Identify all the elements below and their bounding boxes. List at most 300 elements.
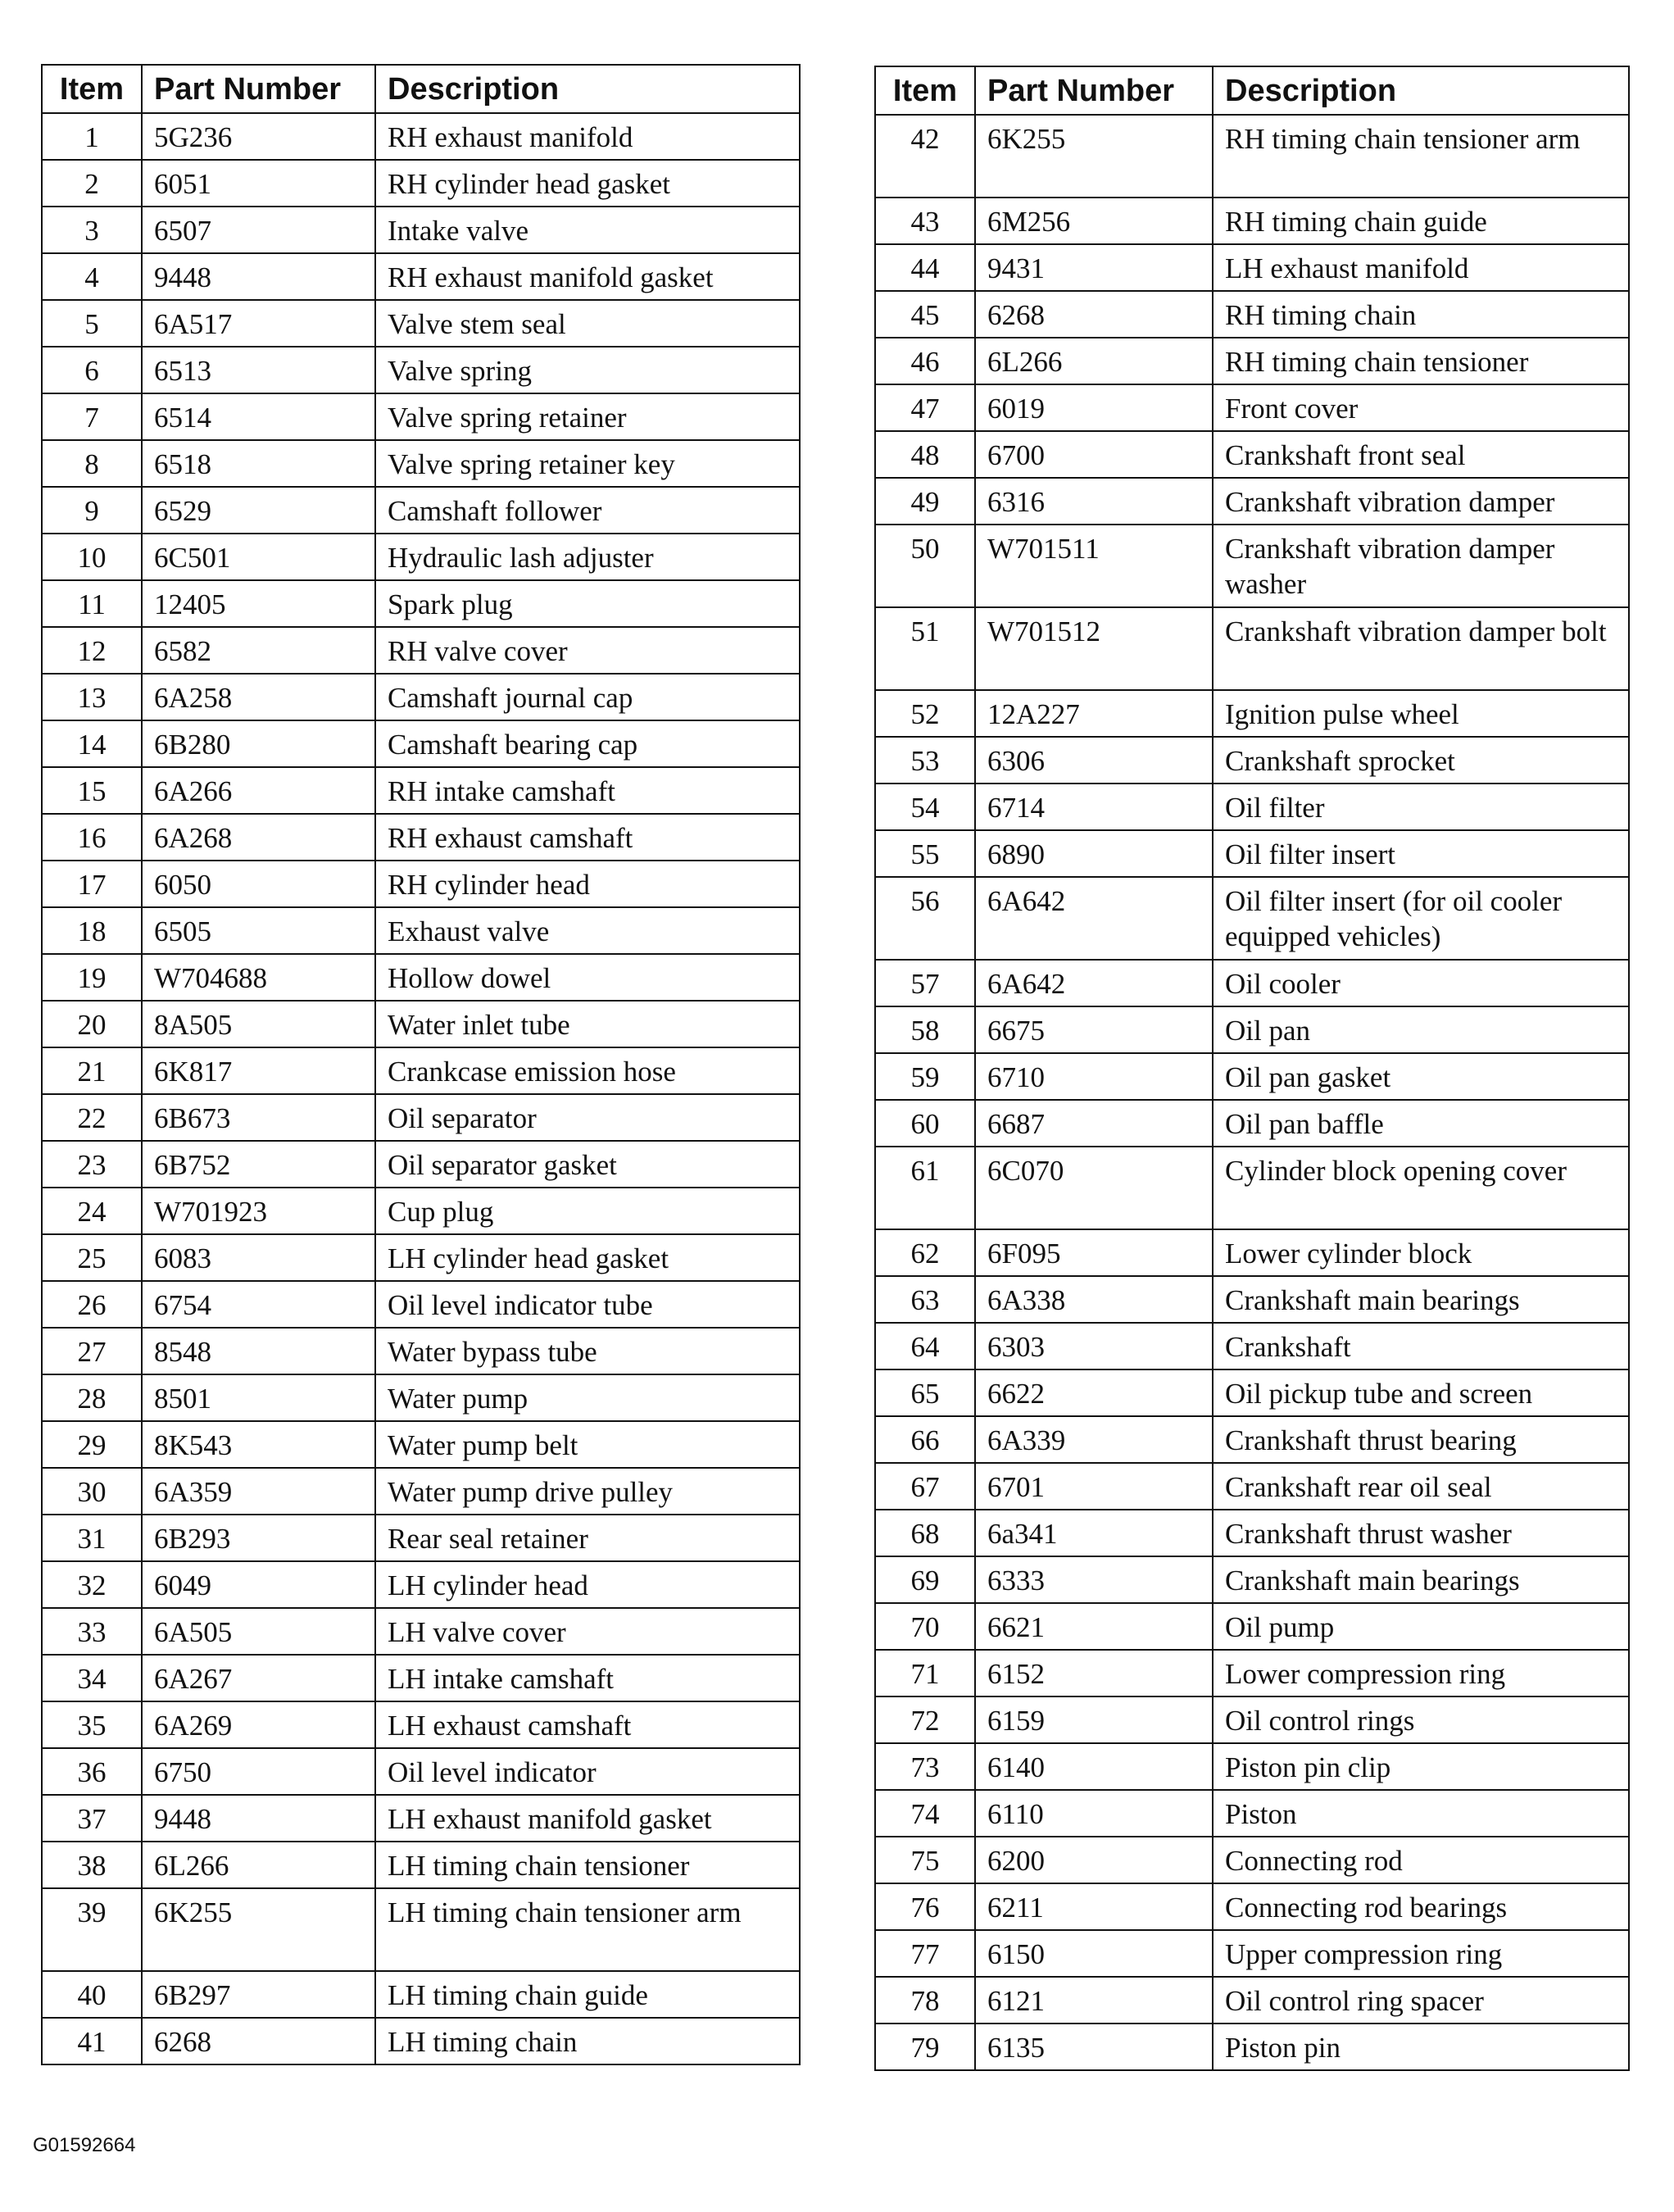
description-cell: Piston pin clip xyxy=(1213,1743,1629,1790)
table-row xyxy=(42,1468,800,1515)
item-cell: 30 xyxy=(42,1468,142,1515)
part-number-cell: 6K817 xyxy=(142,1047,375,1094)
table-row xyxy=(42,393,800,440)
part-number-cell: 6A267 xyxy=(142,1655,375,1701)
item-cell: 18 xyxy=(42,907,142,954)
table-row xyxy=(875,1556,1629,1603)
description-cell: LH intake camshaft xyxy=(375,1655,800,1701)
item-cell: 72 xyxy=(875,1696,975,1743)
description-cell: RH valve cover xyxy=(375,627,800,674)
item-cell: 54 xyxy=(875,784,975,830)
table-row xyxy=(875,1369,1629,1416)
item-cell: 55 xyxy=(875,830,975,877)
item-cell: 47 xyxy=(875,384,975,431)
item-cell: 2 xyxy=(42,160,142,207)
item-cell: 23 xyxy=(42,1141,142,1188)
table-row xyxy=(42,1328,800,1374)
item-cell: 71 xyxy=(875,1650,975,1696)
item-cell: 70 xyxy=(875,1603,975,1650)
table-row xyxy=(42,1094,800,1141)
part-number-cell: 6A642 xyxy=(975,877,1213,960)
table-row xyxy=(875,1510,1629,1556)
part-number-cell: 6M256 xyxy=(975,198,1213,244)
item-cell: 48 xyxy=(875,431,975,478)
item-cell: 62 xyxy=(875,1229,975,1276)
part-number-cell: 6A517 xyxy=(142,300,375,347)
table-row xyxy=(875,198,1629,244)
description-cell: RH timing chain tensioner arm xyxy=(1213,115,1629,198)
part-number-cell: 6a341 xyxy=(975,1510,1213,1556)
parts-table-right-body xyxy=(875,115,1629,2070)
description-cell: LH timing chain tensioner arm xyxy=(375,1888,800,1971)
part-number-cell: 9448 xyxy=(142,1795,375,1842)
item-cell: 60 xyxy=(875,1100,975,1147)
part-number-cell: 6152 xyxy=(975,1650,1213,1696)
description-cell: Crankshaft thrust washer xyxy=(1213,1510,1629,1556)
part-number-cell: 6A258 xyxy=(142,674,375,720)
description-cell: Oil pickup tube and screen xyxy=(1213,1369,1629,1416)
item-cell: 27 xyxy=(42,1328,142,1374)
table-row xyxy=(875,115,1629,198)
item-cell: 78 xyxy=(875,1977,975,2024)
description-cell: LH valve cover xyxy=(375,1608,800,1655)
part-number-cell: 6622 xyxy=(975,1369,1213,1416)
item-cell: 7 xyxy=(42,393,142,440)
description-cell: Water bypass tube xyxy=(375,1328,800,1374)
table-row xyxy=(42,1701,800,1748)
part-number-cell: W701511 xyxy=(975,525,1213,607)
description-cell: Camshaft bearing cap xyxy=(375,720,800,767)
item-cell: 14 xyxy=(42,720,142,767)
table-row xyxy=(42,814,800,861)
table-row xyxy=(875,1276,1629,1323)
item-cell: 69 xyxy=(875,1556,975,1603)
description-cell: RH cylinder head gasket xyxy=(375,160,800,207)
description-cell: Crankshaft main bearings xyxy=(1213,1276,1629,1323)
description-cell: Oil level indicator tube xyxy=(375,1281,800,1328)
description-cell: Water pump belt xyxy=(375,1421,800,1468)
item-cell: 17 xyxy=(42,861,142,907)
part-number-cell: 6121 xyxy=(975,1977,1213,2024)
table-row xyxy=(42,347,800,393)
table-row xyxy=(875,1930,1629,1977)
description-cell: Crankshaft main bearings xyxy=(1213,1556,1629,1603)
part-number-cell: 9431 xyxy=(975,244,1213,291)
description-cell: RH exhaust camshaft xyxy=(375,814,800,861)
item-cell: 46 xyxy=(875,338,975,384)
part-number-cell: 6B752 xyxy=(142,1141,375,1188)
item-cell: 63 xyxy=(875,1276,975,1323)
description-cell: Rear seal retainer xyxy=(375,1515,800,1561)
description-cell: Crankshaft thrust bearing xyxy=(1213,1416,1629,1463)
table-row xyxy=(875,960,1629,1006)
table-row xyxy=(42,1971,800,2018)
item-cell: 6 xyxy=(42,347,142,393)
table-row xyxy=(875,525,1629,607)
table-row xyxy=(875,1229,1629,1276)
part-number-cell: 6505 xyxy=(142,907,375,954)
description-cell: Front cover xyxy=(1213,384,1629,431)
description-cell: Oil filter xyxy=(1213,784,1629,830)
parts-table-left xyxy=(41,64,801,2065)
description-cell: Ignition pulse wheel xyxy=(1213,690,1629,737)
table-row xyxy=(875,1416,1629,1463)
part-number-cell: 6A266 xyxy=(142,767,375,814)
item-cell: 68 xyxy=(875,1510,975,1556)
table-row xyxy=(42,113,800,160)
description-cell: Water pump drive pulley xyxy=(375,1468,800,1515)
item-cell: 40 xyxy=(42,1971,142,2018)
description-cell: Upper compression ring xyxy=(1213,1930,1629,1977)
item-cell: 37 xyxy=(42,1795,142,1842)
description-cell: Oil separator gasket xyxy=(375,1141,800,1188)
part-number-cell: 6701 xyxy=(975,1463,1213,1510)
table-row xyxy=(42,253,800,300)
description-cell: Piston pin xyxy=(1213,2024,1629,2070)
description-cell: Oil separator xyxy=(375,1094,800,1141)
description-cell: RH intake camshaft xyxy=(375,767,800,814)
description-cell: Crankshaft sprocket xyxy=(1213,737,1629,784)
description-cell: LH cylinder head xyxy=(375,1561,800,1608)
description-cell: Cylinder block opening cover xyxy=(1213,1147,1629,1229)
item-cell: 12 xyxy=(42,627,142,674)
part-number-cell: W701512 xyxy=(975,607,1213,690)
parts-table-left-body xyxy=(42,113,800,2064)
table-row xyxy=(42,1234,800,1281)
part-number-cell: 6C070 xyxy=(975,1147,1213,1229)
part-number-cell: 6B673 xyxy=(142,1094,375,1141)
table-row xyxy=(875,1650,1629,1696)
header-description: Description xyxy=(375,65,800,113)
item-cell: 50 xyxy=(875,525,975,607)
description-cell: Crankshaft vibration damper washer xyxy=(1213,525,1629,607)
item-cell: 15 xyxy=(42,767,142,814)
part-number-cell: 6B293 xyxy=(142,1515,375,1561)
part-number-cell: 6135 xyxy=(975,2024,1213,2070)
description-cell: Crankshaft vibration damper bolt xyxy=(1213,607,1629,690)
part-number-cell: 6754 xyxy=(142,1281,375,1328)
table-row xyxy=(42,1748,800,1795)
description-cell: Lower compression ring xyxy=(1213,1650,1629,1696)
part-number-cell: 6L266 xyxy=(142,1842,375,1888)
description-cell: LH exhaust manifold xyxy=(1213,244,1629,291)
item-cell: 61 xyxy=(875,1147,975,1229)
header-item: Item xyxy=(875,66,975,115)
table-row xyxy=(875,830,1629,877)
table-row xyxy=(42,1047,800,1094)
description-cell: LH exhaust manifold gasket xyxy=(375,1795,800,1842)
item-cell: 29 xyxy=(42,1421,142,1468)
description-cell: Valve spring retainer xyxy=(375,393,800,440)
description-cell: Crankshaft front seal xyxy=(1213,431,1629,478)
item-cell: 20 xyxy=(42,1001,142,1047)
description-cell: RH timing chain tensioner xyxy=(1213,338,1629,384)
table-row xyxy=(42,954,800,1001)
table-row xyxy=(42,1001,800,1047)
table-row xyxy=(42,300,800,347)
description-cell: Connecting rod bearings xyxy=(1213,1883,1629,1930)
table-row xyxy=(42,1141,800,1188)
table-row xyxy=(42,674,800,720)
part-number-cell: 5G236 xyxy=(142,113,375,160)
item-cell: 65 xyxy=(875,1369,975,1416)
description-cell: RH timing chain xyxy=(1213,291,1629,338)
table-row xyxy=(875,244,1629,291)
description-cell: Cup plug xyxy=(375,1188,800,1234)
item-cell: 24 xyxy=(42,1188,142,1234)
table-row xyxy=(875,1837,1629,1883)
table-row xyxy=(42,440,800,487)
part-number-cell: 6150 xyxy=(975,1930,1213,1977)
part-number-cell: 6507 xyxy=(142,207,375,253)
item-cell: 51 xyxy=(875,607,975,690)
table-row xyxy=(875,1053,1629,1100)
table-row xyxy=(875,1790,1629,1837)
part-number-cell: 6890 xyxy=(975,830,1213,877)
table-row xyxy=(875,431,1629,478)
part-number-cell: 6K255 xyxy=(975,115,1213,198)
description-cell: Oil control rings xyxy=(1213,1696,1629,1743)
part-number-cell: 6582 xyxy=(142,627,375,674)
parts-table-right xyxy=(874,66,1630,2071)
part-number-cell: 6051 xyxy=(142,160,375,207)
item-cell: 8 xyxy=(42,440,142,487)
item-cell: 38 xyxy=(42,1842,142,1888)
description-cell: Spark plug xyxy=(375,580,800,627)
item-cell: 64 xyxy=(875,1323,975,1369)
part-number-cell: 8501 xyxy=(142,1374,375,1421)
item-cell: 13 xyxy=(42,674,142,720)
item-cell: 79 xyxy=(875,2024,975,2070)
part-number-cell: 6514 xyxy=(142,393,375,440)
item-cell: 49 xyxy=(875,478,975,525)
item-cell: 25 xyxy=(42,1234,142,1281)
part-number-cell: 6049 xyxy=(142,1561,375,1608)
part-number-cell: 8A505 xyxy=(142,1001,375,1047)
part-number-cell: 6B297 xyxy=(142,1971,375,2018)
description-cell: Oil level indicator xyxy=(375,1748,800,1795)
table-row xyxy=(42,1515,800,1561)
description-cell: Oil filter insert (for oil cooler equipped vehicles) xyxy=(1213,877,1629,960)
item-cell: 53 xyxy=(875,737,975,784)
table-row xyxy=(42,207,800,253)
part-number-cell: 6333 xyxy=(975,1556,1213,1603)
part-number-cell: 6687 xyxy=(975,1100,1213,1147)
part-number-cell: 6200 xyxy=(975,1837,1213,1883)
header-part-number: Part Number xyxy=(142,65,375,113)
table-row xyxy=(875,1883,1629,1930)
description-cell: Exhaust valve xyxy=(375,907,800,954)
description-cell: Camshaft follower xyxy=(375,487,800,534)
item-cell: 9 xyxy=(42,487,142,534)
part-number-cell: 6140 xyxy=(975,1743,1213,1790)
description-cell: Water inlet tube xyxy=(375,1001,800,1047)
header-item: Item xyxy=(42,65,142,113)
table-row xyxy=(42,1842,800,1888)
item-cell: 66 xyxy=(875,1416,975,1463)
item-cell: 45 xyxy=(875,291,975,338)
table-row xyxy=(875,784,1629,830)
description-cell: RH exhaust manifold xyxy=(375,113,800,160)
table-row xyxy=(42,1561,800,1608)
description-cell: Hydraulic lash adjuster xyxy=(375,534,800,580)
part-number-cell: 6019 xyxy=(975,384,1213,431)
table-row xyxy=(875,1100,1629,1147)
table-row xyxy=(42,580,800,627)
description-cell: Lower cylinder block xyxy=(1213,1229,1629,1276)
part-number-cell: 6268 xyxy=(142,2018,375,2064)
table-row xyxy=(42,1281,800,1328)
part-number-cell: 6A359 xyxy=(142,1468,375,1515)
table-row xyxy=(42,487,800,534)
part-number-cell: 6A339 xyxy=(975,1416,1213,1463)
item-cell: 21 xyxy=(42,1047,142,1094)
description-cell: Valve stem seal xyxy=(375,300,800,347)
header-description: Description xyxy=(1213,66,1629,115)
table-row xyxy=(42,1421,800,1468)
part-number-cell: 6A269 xyxy=(142,1701,375,1748)
description-cell: Oil pan xyxy=(1213,1006,1629,1053)
description-cell: Piston xyxy=(1213,1790,1629,1837)
description-cell: Oil pan gasket xyxy=(1213,1053,1629,1100)
item-cell: 57 xyxy=(875,960,975,1006)
part-number-cell: 6083 xyxy=(142,1234,375,1281)
item-cell: 19 xyxy=(42,954,142,1001)
table-row xyxy=(875,1696,1629,1743)
item-cell: 58 xyxy=(875,1006,975,1053)
part-number-cell: 9448 xyxy=(142,253,375,300)
table-row xyxy=(875,1463,1629,1510)
part-number-cell: 6159 xyxy=(975,1696,1213,1743)
part-number-cell: 6B280 xyxy=(142,720,375,767)
part-number-cell: 6513 xyxy=(142,347,375,393)
item-cell: 52 xyxy=(875,690,975,737)
part-number-cell: 6A268 xyxy=(142,814,375,861)
description-cell: LH timing chain tensioner xyxy=(375,1842,800,1888)
table-row xyxy=(42,1655,800,1701)
item-cell: 5 xyxy=(42,300,142,347)
table-row xyxy=(875,338,1629,384)
table-row xyxy=(875,291,1629,338)
description-cell: RH timing chain guide xyxy=(1213,198,1629,244)
table-row xyxy=(42,720,800,767)
part-number-cell: W704688 xyxy=(142,954,375,1001)
description-cell: Valve spring xyxy=(375,347,800,393)
item-cell: 75 xyxy=(875,1837,975,1883)
header-part-number: Part Number xyxy=(975,66,1213,115)
table-row xyxy=(42,1888,800,1971)
part-number-cell: 6303 xyxy=(975,1323,1213,1369)
part-number-cell: 6621 xyxy=(975,1603,1213,1650)
item-cell: 10 xyxy=(42,534,142,580)
description-cell: Oil cooler xyxy=(1213,960,1629,1006)
item-cell: 22 xyxy=(42,1094,142,1141)
item-cell: 16 xyxy=(42,814,142,861)
description-cell: LH timing chain guide xyxy=(375,1971,800,2018)
item-cell: 3 xyxy=(42,207,142,253)
part-number-cell: 12405 xyxy=(142,580,375,627)
part-number-cell: 8548 xyxy=(142,1328,375,1374)
description-cell: Crankshaft xyxy=(1213,1323,1629,1369)
table-row xyxy=(875,478,1629,525)
part-number-cell: 6110 xyxy=(975,1790,1213,1837)
table-row xyxy=(42,627,800,674)
table-row xyxy=(875,1147,1629,1229)
item-cell: 76 xyxy=(875,1883,975,1930)
part-number-cell: 6L266 xyxy=(975,338,1213,384)
item-cell: 41 xyxy=(42,2018,142,2064)
description-cell: RH exhaust manifold gasket xyxy=(375,253,800,300)
table-row xyxy=(42,1188,800,1234)
description-cell: LH exhaust camshaft xyxy=(375,1701,800,1748)
part-number-cell: 6A505 xyxy=(142,1608,375,1655)
part-number-cell: 6F095 xyxy=(975,1229,1213,1276)
table-row xyxy=(42,1608,800,1655)
figure-code: G01592664 xyxy=(33,2134,136,2156)
item-cell: 77 xyxy=(875,1930,975,1977)
description-cell: LH cylinder head gasket xyxy=(375,1234,800,1281)
part-number-cell: 6700 xyxy=(975,431,1213,478)
table-row xyxy=(42,1795,800,1842)
part-number-cell: 6714 xyxy=(975,784,1213,830)
description-cell: Crankshaft rear oil seal xyxy=(1213,1463,1629,1510)
table-row xyxy=(875,877,1629,960)
table-row xyxy=(875,607,1629,690)
part-number-cell: 6C501 xyxy=(142,534,375,580)
description-cell: Oil pan baffle xyxy=(1213,1100,1629,1147)
item-cell: 32 xyxy=(42,1561,142,1608)
description-cell: Crankcase emission hose xyxy=(375,1047,800,1094)
table-row xyxy=(42,160,800,207)
item-cell: 73 xyxy=(875,1743,975,1790)
item-cell: 11 xyxy=(42,580,142,627)
part-number-cell: 6529 xyxy=(142,487,375,534)
description-cell: Valve spring retainer key xyxy=(375,440,800,487)
part-number-cell: 6K255 xyxy=(142,1888,375,1971)
description-cell: Camshaft journal cap xyxy=(375,674,800,720)
table-row xyxy=(875,1323,1629,1369)
table-row xyxy=(875,2024,1629,2070)
part-number-cell: 6A642 xyxy=(975,960,1213,1006)
table-row xyxy=(875,1006,1629,1053)
table-row xyxy=(875,737,1629,784)
item-cell: 1 xyxy=(42,113,142,160)
table-row xyxy=(875,1977,1629,2024)
table-row xyxy=(42,907,800,954)
description-cell: Oil pump xyxy=(1213,1603,1629,1650)
table-row xyxy=(42,2018,800,2064)
table-row xyxy=(42,1374,800,1421)
table-header-row xyxy=(42,65,800,113)
description-cell: Oil filter insert xyxy=(1213,830,1629,877)
table-row xyxy=(42,767,800,814)
item-cell: 56 xyxy=(875,877,975,960)
description-cell: RH cylinder head xyxy=(375,861,800,907)
description-cell: Connecting rod xyxy=(1213,1837,1629,1883)
item-cell: 74 xyxy=(875,1790,975,1837)
part-number-cell: 6710 xyxy=(975,1053,1213,1100)
part-number-cell: 12A227 xyxy=(975,690,1213,737)
item-cell: 4 xyxy=(42,253,142,300)
part-number-cell: 6750 xyxy=(142,1748,375,1795)
description-cell: Crankshaft vibration damper xyxy=(1213,478,1629,525)
table-header-row xyxy=(875,66,1629,115)
part-number-cell: 6306 xyxy=(975,737,1213,784)
item-cell: 59 xyxy=(875,1053,975,1100)
item-cell: 34 xyxy=(42,1655,142,1701)
item-cell: 67 xyxy=(875,1463,975,1510)
description-cell: Hollow dowel xyxy=(375,954,800,1001)
